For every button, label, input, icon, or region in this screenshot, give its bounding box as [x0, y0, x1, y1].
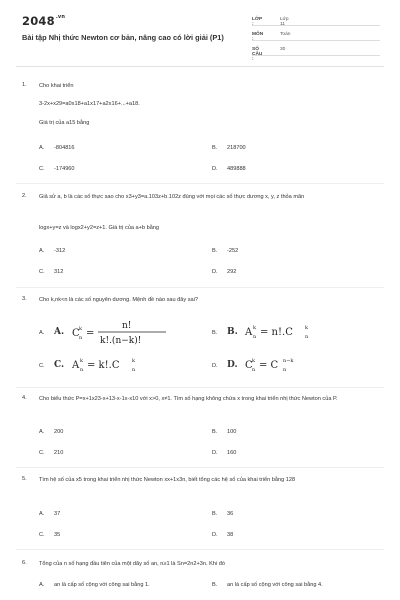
svg-text:k: k	[305, 325, 309, 331]
svg-text:=: =	[86, 328, 95, 339]
svg-text:n: n	[283, 367, 287, 373]
question-number: 4.	[22, 395, 27, 401]
svg-text:n: n	[80, 367, 84, 373]
question-separator	[16, 387, 384, 388]
svg-text:= C: = C	[259, 360, 279, 371]
site-logo[interactable]	[22, 14, 65, 28]
meta-label: MÔN :	[252, 32, 264, 42]
svg-text:k: k	[253, 325, 257, 331]
svg-text:n: n	[79, 335, 83, 341]
meta-label: LỚP :	[252, 17, 263, 27]
svg-text:= n!.C: = n!.C	[260, 327, 293, 338]
document-title: Bài tập Nhị thức Newton cơ bản, nâng cao có lời giải (P1)	[22, 33, 224, 42]
question-number: 2.	[22, 193, 27, 199]
logo-suffix: .vn	[55, 14, 66, 20]
svg-text:C: C	[245, 360, 253, 371]
formula-c	[70, 353, 150, 377]
meta-value: Lớp 11	[280, 17, 289, 27]
question-stem: Giả sử a, b là các số thực sao cho x3+y3=a.103z+b.102z đúng với mọi các số thực dương x, y, z thỏa mãn	[39, 194, 305, 200]
header-divider	[16, 66, 384, 67]
svg-text:n: n	[305, 334, 309, 340]
formula-a	[70, 316, 200, 350]
logo-text: 2048	[22, 14, 55, 28]
question-stem: Cho k,nk<n là các số nguyên dương. Mệnh đề nào sau đây sai?	[39, 297, 199, 303]
svg-text:k: k	[132, 358, 136, 364]
meta-label: SỐ CÂU :	[252, 47, 263, 62]
formula-b	[243, 320, 323, 344]
question-separator	[16, 183, 384, 184]
svg-text:A: A	[245, 327, 253, 338]
svg-text:k!.(n−k)!: k!.(n−k)!	[100, 336, 142, 346]
question-separator	[16, 287, 384, 288]
svg-text:n: n	[252, 367, 256, 373]
meta-value: 30	[280, 47, 286, 52]
question-number: 3.	[22, 296, 27, 302]
meta-value: Toán	[280, 32, 291, 37]
svg-text:k: k	[252, 358, 256, 364]
svg-text:n!: n!	[122, 321, 132, 331]
question-number: 6.	[22, 560, 27, 566]
page-header	[0, 0, 400, 62]
question-line: 3-2x+x29=a0x18+a1x17+a2x16+...+a18.	[39, 101, 140, 107]
svg-text:k: k	[80, 358, 84, 364]
question-line: logx+y=z và logx2+y2=z+1. Giá trị của a+b bằng	[39, 225, 160, 231]
svg-text:n: n	[253, 334, 257, 340]
question-stem: Cho biểu thức P=x+1x23-x+13-x-1x-x10 với x>0, x≠1. Tìm số hạng không chứa x trong khai triển nhị thức Newton của P.	[39, 396, 338, 402]
question-separator	[16, 549, 384, 550]
question-stem: Tổng của n số hạng đầu tiên của một dãy số an, n≥1 là Sn=2n2+3n. Khi đó	[39, 561, 225, 567]
question-stem: Tìm hệ số của x5 trong khai triển nhị thức Newton xx+1x3n, biết tổng các hệ số của khai triển bằng 128	[39, 477, 296, 483]
svg-text:n: n	[132, 367, 136, 373]
svg-text:C: C	[72, 328, 80, 339]
svg-text:n−k: n−k	[283, 358, 294, 364]
svg-text:= k!.C: = k!.C	[87, 360, 120, 371]
question-number: 1.	[22, 82, 27, 88]
svg-text:k: k	[79, 326, 83, 332]
svg-text:A: A	[72, 360, 80, 371]
question-line: Giá trị của a15 bằng	[39, 120, 90, 126]
question-separator	[16, 467, 384, 468]
question-number: 5.	[22, 476, 27, 482]
formula-d	[243, 353, 313, 377]
question-stem: Cho khai triển	[39, 83, 74, 89]
